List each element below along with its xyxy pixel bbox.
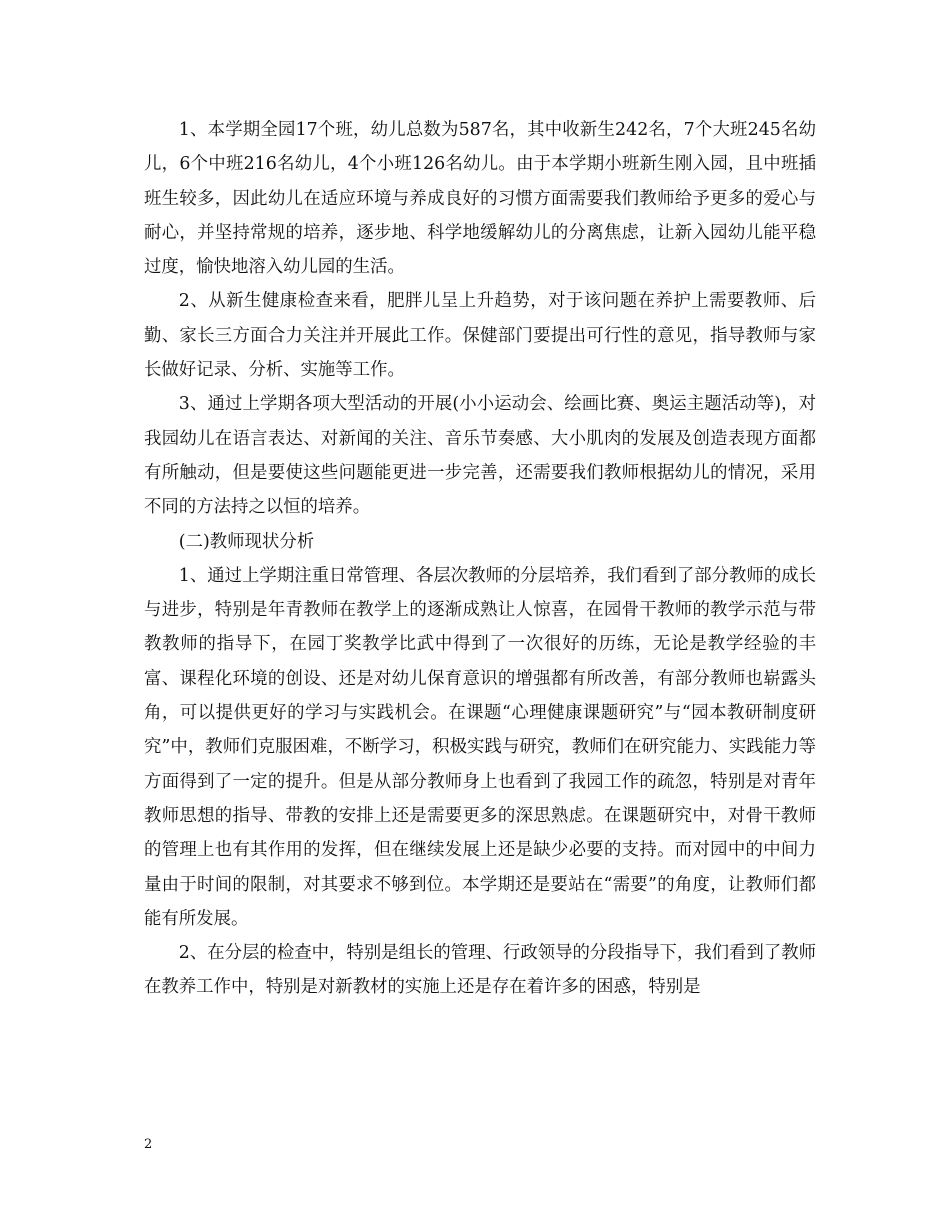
paragraph-teacher-growth: 1、通过上学期注重日常管理、各层次教师的分层培养，我们看到了部分教师的成长与进步，特别是年青教师在教学上的逐渐成熟让人惊喜，在园骨干教师的教学示范与带教教师的指导下，在园丁奖教学比武中得到了一次很好的历练，无论是教学经验的丰富、课程化环境的创设、还是对幼儿保育意识的增强都有所改善，有部分教师也崭露头角，可以提供更好的学习与实践机会。在课题“心理健康课题研究”与“园本教研制度研究”中，教师们克服困难，不断学习，积极实践与研究，教师们在研究能力、实践能力等方面得到了一定的提升。但是从部分教师身上也看到了我园工作的疏忽，特别是对青年教师思想的指导、带教的安排上还是需要更多的深思熟虑。在课题研究中，对骨干教师的管理上也有其作用的发挥，但在继续发展上还是缺少必要的支持。而对园中的中间力量由于时间的限制，对其要求不够到位。本学期还是要站在“需要”的角度，让教师们都能有所发展。 <box>144 565 816 929</box>
document-body <box>144 113 816 1005</box>
paragraph-health-check: 2、从新生健康检查来看，肥胖儿呈上升趋势，对于该问题在养护上需要教师、后勤、家长三方面合力关注并开展此工作。保健部门要提出可行性的意见，指导教师与家长做好记录、分析、实施等工作。 <box>144 291 816 381</box>
page-number: 2 <box>144 1137 153 1152</box>
section-heading-teacher-analysis: (二)教师现状分析 <box>178 531 315 552</box>
paragraph-layered-inspection: 2、在分层的检查中，特别是组长的管理、行政领导的分段指导下，我们看到了教师在教养工作中，特别是对新教材的实施上还是存在着许多的困惑，特别是 <box>144 943 816 998</box>
paragraph-children-intake: 1、本学期全园17个班，幼儿总数为587名，其中收新生242名，7个大班245名幼儿，6个中班216名幼儿，4个小班126名幼儿。由于本学期小班新生刚入园，且中班插班生较多，因此幼儿在适应环境与养成良好的习惯方面需要我们教师给予更多的爱心与耐心，并坚持常规的培养，逐步地、科学地缓解幼儿的分离焦虑，让新入园幼儿能平稳过度，愉快地溶入幼儿园的生活。 <box>144 120 816 278</box>
paragraph-activities: 3、通过上学期各项大型活动的开展(小小运动会、绘画比赛、奥运主题活动等)，对我园幼儿在语言表达、对新闻的关注、音乐节奏感、大小肌肉的发展及创造表现方面都有所触动，但是要使这些问题能更进一步完善，还需要我们教师根据幼儿的情况，采用不同的方法持之以恒的培养。 <box>144 394 816 518</box>
